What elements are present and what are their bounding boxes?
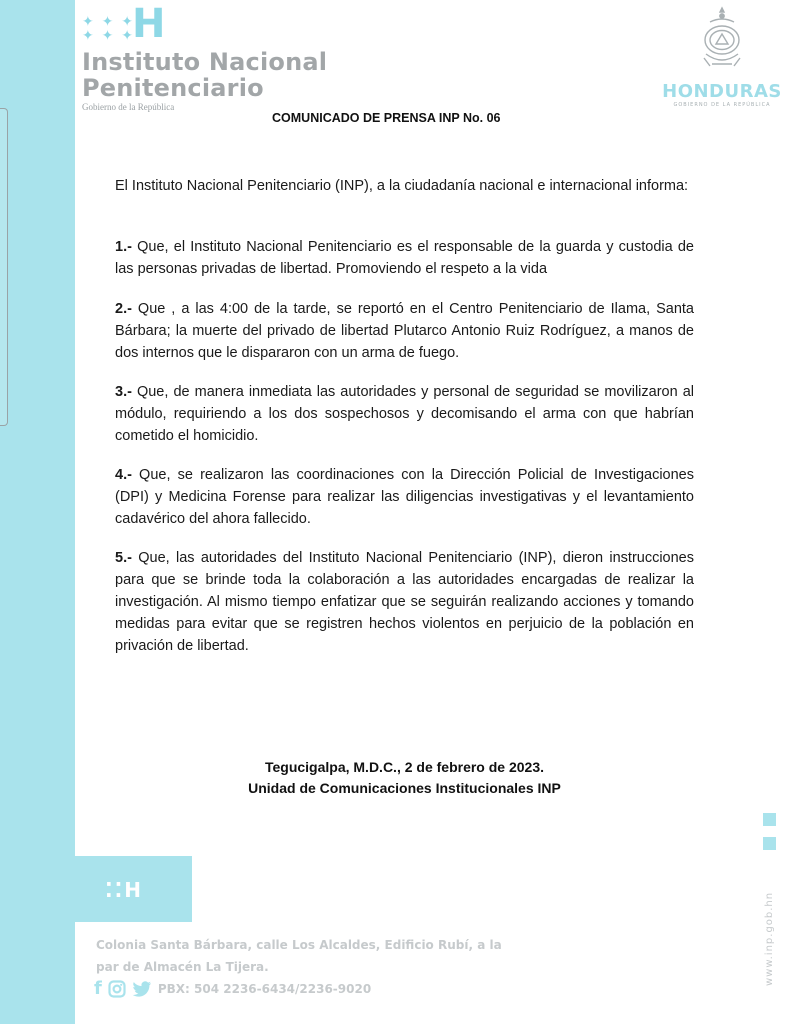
point-text: Que, las autoridades del Instituto Nacional Penitenciario (INP), dieron instrucciones para que se brinde toda la colaboración a las autoridades encargadas de realizar la investigación. Al mismo tiempo enfatizar que se seguirán realizando acciones y tomando medidas para evitar que se registren hechos violentos en perjuicio de la población en privación de libertad. — [115, 550, 694, 654]
address-line-1: Colonia Santa Bárbara, calle Los Alcaldes, Edificio Rubí, a la — [96, 938, 502, 952]
decor-square-1 — [763, 813, 776, 826]
footer-phone: PBX: 504 2236-6434/2236-9020 — [157, 982, 372, 996]
inp-h-letter: H — [132, 1, 166, 47]
inp-mini-logo: ⁚⁚H — [105, 878, 143, 902]
honduras-logo — [652, 2, 792, 108]
coat-of-arms-icon — [692, 2, 752, 74]
footer-logo-block — [75, 856, 192, 922]
facebook-icon[interactable]: f — [94, 978, 102, 999]
honduras-subtitle: GOBIERNO DE LA REPÚBLICA — [673, 102, 771, 108]
honduras-name: HONDURAS — [662, 81, 782, 102]
point-number: 1.- — [115, 239, 132, 255]
vertical-website[interactable]: www.inp.gob.hn — [764, 891, 775, 986]
point-number: 4.- — [115, 467, 132, 483]
inp-title-line2: Penitenciario — [82, 74, 264, 102]
inp-logo-mark — [82, 1, 166, 48]
inp-logo — [82, 1, 328, 112]
place-date: Tegucigalpa, M.D.C., 2 de febrero de 2023. — [264, 759, 545, 775]
point-text: Que, el Instituto Nacional Penitenciario es el responsable de la guarda y custodia de las personas privadas de libertad. Promoviendo el respeto a la vida — [115, 239, 694, 277]
inp-subtitle: Gobierno de la República — [82, 102, 175, 112]
point-text: Que, de manera inmediata las autoridades y personal de seguridad se movilizaron al módulo, requiriendo a los dos sospechosos y decomisando el arma con que habrían cometido el homicidio. — [115, 384, 694, 444]
address-line-2: par de Almacén La Tijera. — [96, 960, 269, 974]
point-number: 3.- — [115, 384, 132, 400]
intro-paragraph: El Instituto Nacional Penitenciario (INP), a la ciudadanía nacional e internacional informa: — [115, 178, 689, 194]
point-text: Que, se realizaron las coordinaciones con la Dirección Policial de Investigaciones (DPI) y Medicina Forense para realizar las diligencias investigativas y el levantamiento cadavérico del ahora fallecido. — [115, 467, 694, 527]
page-edge-tab — [0, 108, 8, 426]
point-4 — [115, 464, 694, 530]
twitter-icon[interactable] — [132, 981, 152, 998]
point-number: 5.- — [115, 550, 132, 566]
point-1 — [115, 236, 694, 280]
point-5 — [115, 547, 694, 657]
press-release-title: COMUNICADO DE PRENSA INP No. 06 — [272, 111, 501, 125]
point-number: 2.- — [115, 301, 132, 317]
left-accent-bar — [0, 0, 75, 1024]
point-2 — [115, 298, 694, 364]
stars-icon: ✦ ✦ ✦ ✦ ✦ ✦ — [82, 13, 135, 43]
decor-square-2 — [763, 837, 776, 850]
footer-contact — [94, 980, 371, 998]
inp-title-line1: Instituto Nacional — [82, 48, 328, 76]
signature: Unidad de Comunicaciones Institucionales INP — [248, 780, 561, 796]
point-3 — [115, 381, 694, 447]
point-text: Que , a las 4:00 de la tarde, se reportó en el Centro Penitenciario de Ilama, Santa Bárbara; la muerte del privado de libertad Plutarco Antonio Ruiz Rodríguez, a manos de dos internos que le dispararon con un arma de fuego. — [115, 301, 694, 361]
instagram-icon[interactable] — [108, 980, 126, 998]
footer-address — [96, 934, 502, 978]
